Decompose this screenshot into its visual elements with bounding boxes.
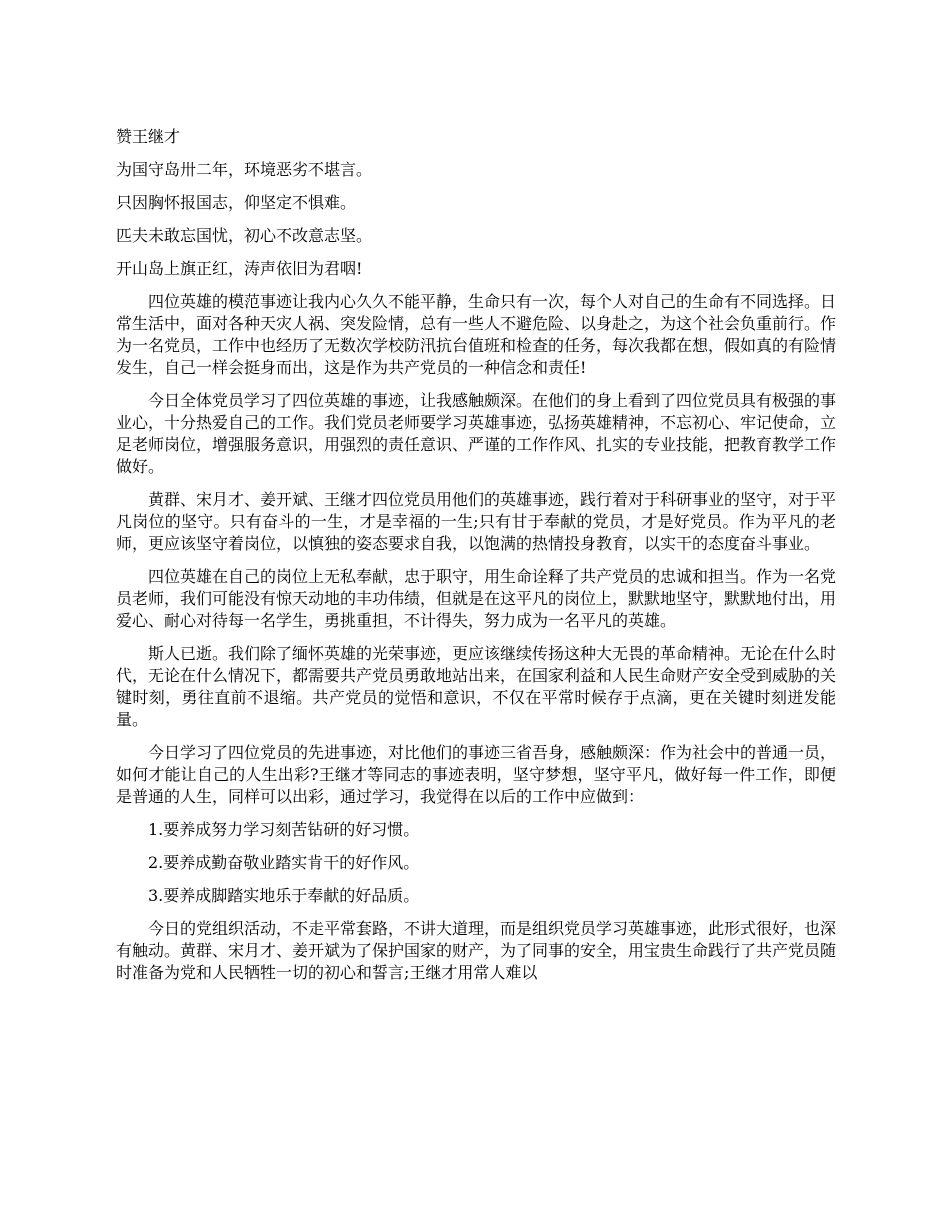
body-paragraph: 今日学习了四位党员的先进事迹，对比他们的事迹三省吾身，感触颇深：作为社会中的普通一员，如何才能让自己的人生出彩?王继才等同志的事迹表明，坚守梦想，坚守平凡，做好每一件工作，即便是普通的人生，同样可以出彩，通过学习，我觉得在以后的工作中应做到： bbox=[116, 743, 837, 806]
list-item: 3.要养成脚踏实地乐于奉献的好品质。 bbox=[148, 886, 420, 905]
list-item: 2.要养成勤奋敬业踏实肯干的好作风。 bbox=[148, 853, 420, 872]
document-title: 赞王继才 bbox=[116, 127, 181, 146]
closing-paragraph: 今日的党组织活动，不走平常套路，不讲大道理，而是组织党员学习英雄事迹，此形式很好，也深有触动。黄群、宋月才、姜开斌为了保护国家的财产，为了同事的安全，用宝贵生命践行了共产党员随时准备为党和人民牺牲一切的初心和誓言;王继才用常人难以 bbox=[116, 919, 837, 982]
body-paragraph: 四位英雄在自己的岗位上无私奉献，忠于职守，用生命诠释了共产党员的忠诚和担当。作为一名党员老师，我们可能没有惊天动地的丰功伟绩，但就是在这平凡的岗位上，默默地坚守，默默地付出，用爱心、耐心对待每一名学生，勇挑重担，不计得失，努力成为一名平凡的英雄。 bbox=[116, 567, 837, 630]
poem-line: 为国守岛卅二年，环境恶劣不堪言。 bbox=[116, 160, 373, 179]
body-paragraph: 今日全体党员学习了四位英雄的事迹，让我感触颇深。在他们的身上看到了四位党员具有极强的事业心，十分热爱自己的工作。我们党员老师要学习英雄事迹，弘扬英雄精神，不忘初心、牢记使命，立足老师岗位，增强服务意识，用强烈的责任意识、严谨的工作作风、扎实的专业技能，把教育教学工作做好。 bbox=[116, 391, 837, 476]
body-paragraph: 四位英雄的模范事迹让我内心久久不能平静，生命只有一次，每个人对自己的生命有不同选择。日常生活中，面对各种天灾人祸、突发险情，总有一些人不避危险、以身赴之，为这个社会负重前行。作为一名党员，工作中也经历了无数次学校防汛抗台值班和检查的任务，每次我都在想，假如真的有险情发生，自己一样会挺身而出，这是作为共产党员的一种信念和责任! bbox=[116, 292, 837, 377]
poem-line: 开山岛上旗正红，涛声依旧为君咽! bbox=[116, 259, 363, 278]
body-paragraph: 斯人已逝。我们除了缅怀英雄的光荣事迹，更应该继续传扬这种大无畏的革命精神。无论在什么时代，无论在什么情况下，都需要共产党员勇敢地站出来，在国家利益和人民生命财产安全受到威胁的关键时刻，勇往直前不退缩。共产党员的觉悟和意识，不仅在平常时候存于点滴，更在关键时刻迸发能量。 bbox=[116, 644, 837, 729]
poem-line: 只因胸怀报国志，仰坚定不惧难。 bbox=[116, 193, 357, 212]
document-page bbox=[116, 126, 836, 995]
body-paragraph: 黄群、宋月才、姜开斌、王继才四位党员用他们的英雄事迹，践行着对于科研事业的坚守，对于平凡岗位的坚守。只有奋斗的一生，才是幸福的一生;只有甘于奉献的党员，才是好党员。作为平凡的老师，更应该坚守着岗位，以慎独的姿态要求自我，以饱满的热情投身教育，以实干的态度奋斗事业。 bbox=[116, 490, 837, 553]
poem-line: 匹夫未敢忘国忧，初心不改意志坚。 bbox=[116, 226, 373, 245]
list-item: 1.要养成努力学习刻苦钻研的好习惯。 bbox=[148, 820, 420, 839]
